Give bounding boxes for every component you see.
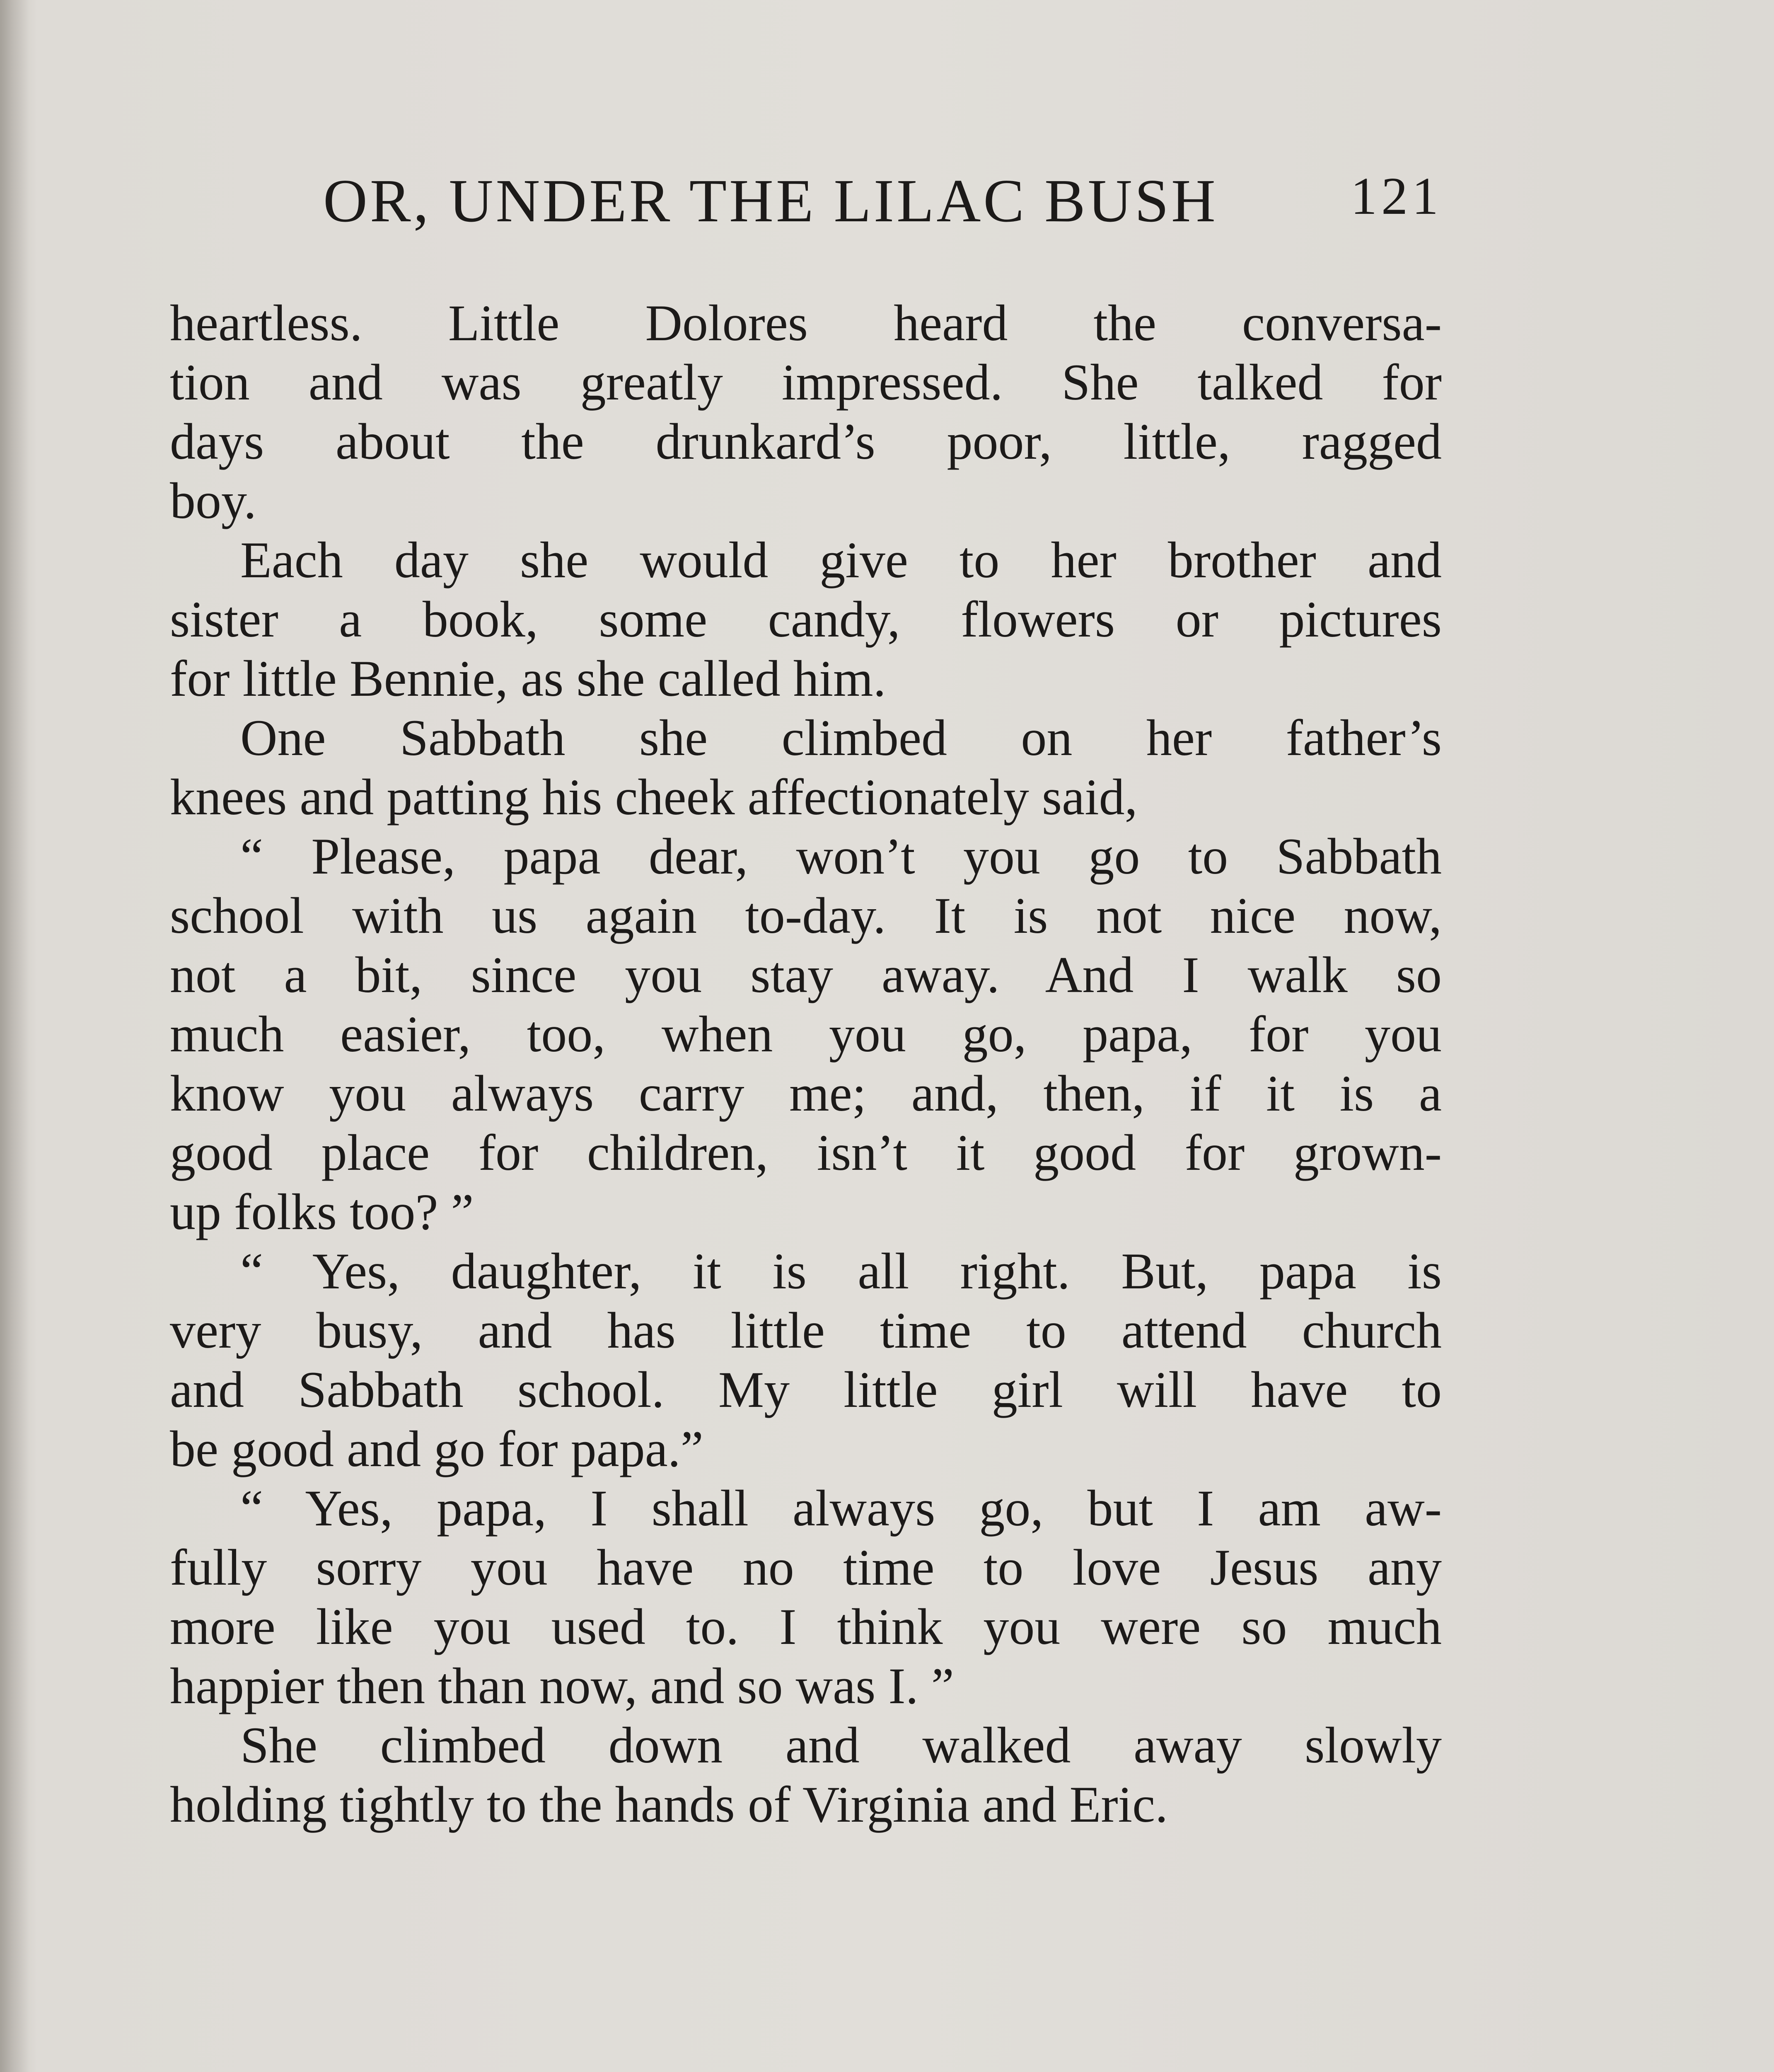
text-line: not a bit, since you stay away. And I walk so bbox=[170, 946, 1442, 1003]
text-line: sister a book, some candy, flowers or pictures bbox=[170, 591, 1442, 648]
running-head-title: OR, UNDER THE LILAC BUSH bbox=[323, 167, 1218, 235]
text-line: “ Yes, papa, I shall always go, but I am aw- bbox=[240, 1480, 1442, 1537]
gutter-shadow bbox=[0, 0, 29, 2072]
text-line: Each day she would give to her brother and bbox=[240, 532, 1442, 588]
paragraph bbox=[170, 1716, 1442, 1834]
text-line: and Sabbath school. My little girl will have to bbox=[170, 1361, 1442, 1418]
text-line: know you always carry me; and, then, if it is a bbox=[170, 1065, 1442, 1122]
page-number: 121 bbox=[1351, 167, 1443, 225]
paragraph bbox=[170, 827, 1442, 1242]
text-line: happier then than now, and so was I. ” bbox=[170, 1658, 954, 1714]
running-head bbox=[323, 166, 1442, 249]
paragraph bbox=[170, 1242, 1442, 1479]
text-line: days about the drunkard’s poor, little, ragged bbox=[170, 413, 1442, 470]
text-line: very busy, and has little time to attend church bbox=[170, 1302, 1442, 1359]
text-line: fully sorry you have no time to love Jesus any bbox=[170, 1539, 1442, 1596]
text-line: school with us again to-day. It is not nice now, bbox=[170, 887, 1442, 944]
paragraph bbox=[170, 708, 1442, 827]
text-line: much easier, too, when you go, papa, for you bbox=[170, 1006, 1442, 1063]
text-line: for little Bennie, as she called him. bbox=[170, 650, 886, 707]
text-line: be good and go for papa.” bbox=[170, 1421, 703, 1477]
text-line: One Sabbath she climbed on her father’s bbox=[240, 709, 1442, 766]
text-line: heartless. Little Dolores heard the conversa- bbox=[170, 295, 1442, 351]
text-line: “ Yes, daughter, it is all right. But, papa is bbox=[240, 1243, 1442, 1300]
text-line: up folks too? ” bbox=[170, 1184, 474, 1240]
text-line: holding tightly to the hands of Virginia and Eric. bbox=[170, 1776, 1168, 1833]
paragraph bbox=[170, 293, 1442, 530]
text-line: tion and was greatly impressed. She talked for bbox=[170, 354, 1442, 411]
text-line: good place for children, isn’t it good for grown- bbox=[170, 1124, 1442, 1181]
body-text bbox=[170, 293, 1442, 1834]
text-line: boy. bbox=[170, 472, 256, 529]
paragraph bbox=[170, 1479, 1442, 1716]
text-line: She climbed down and walked away slowly bbox=[240, 1717, 1442, 1774]
paragraph bbox=[170, 530, 1442, 708]
text-line: more like you used to. I think you were so much bbox=[170, 1598, 1442, 1655]
text-line: knees and patting his cheek affectionately said, bbox=[170, 769, 1138, 825]
text-line: “ Please, papa dear, won’t you go to Sabbath bbox=[240, 828, 1442, 885]
